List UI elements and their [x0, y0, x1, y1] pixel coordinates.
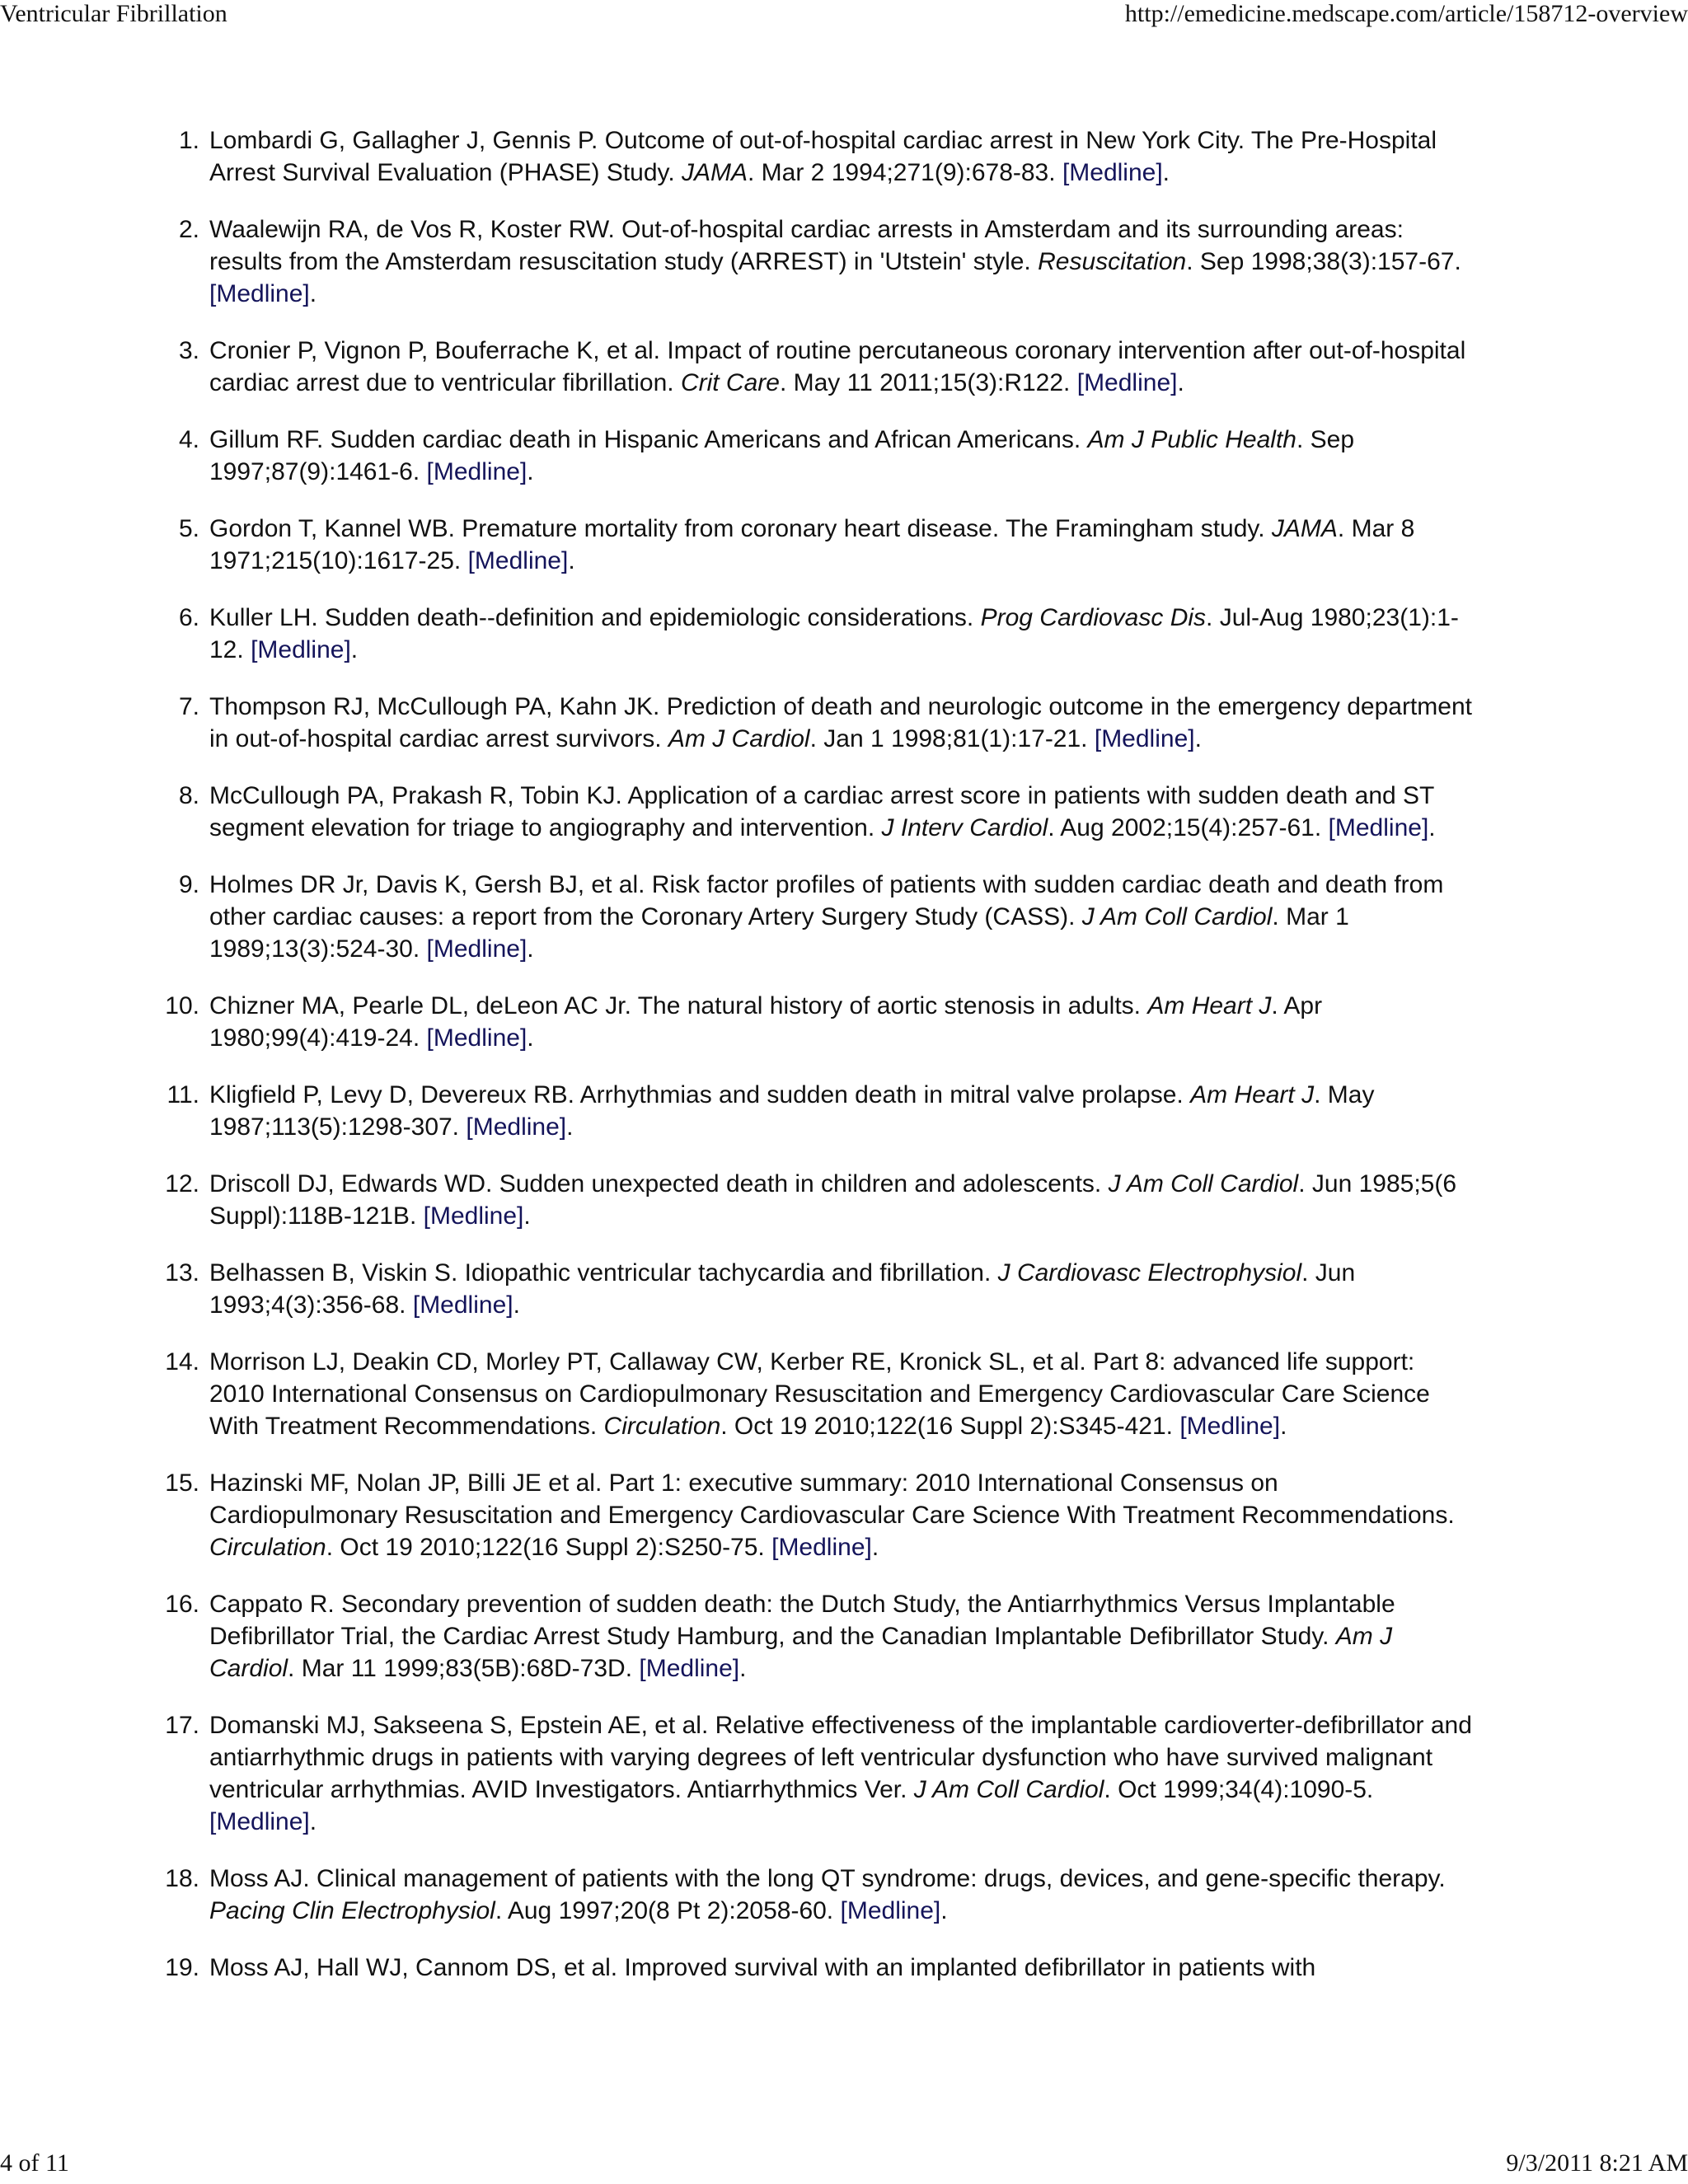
medline-link[interactable]: [Medline] [426, 458, 528, 485]
reference-number: 6. [178, 604, 199, 631]
medline-link[interactable]: [Medline] [426, 1024, 528, 1052]
reference-item: 8. McCullough PA, Prakash R, Tobin KJ. Application of a cardiac arrest score in patients with sudden death and ST segment elevation for triage to angiography and intervention. J Interv Cardiol. Aug 2002;15(4):257-61. [Medline]. [153, 780, 1472, 844]
medline-link[interactable]: [Medline] [466, 1113, 567, 1141]
medline-link[interactable]: [Medline] [840, 1897, 941, 1924]
reference-journal: J Interv Cardiol [881, 814, 1048, 841]
reference-citation: Kligfield P, Levy D, Devereux RB. Arrhythmias and sudden death in mitral valve prolapse. [209, 1081, 1184, 1108]
medline-link[interactable]: [Medline] [426, 935, 528, 963]
reference-citation: Thompson RJ, McCullough PA, Kahn JK. Prediction of death and neurologic outcome in the emergency department in out-of-hospital cardiac arrest survivors. [209, 693, 1472, 752]
medline-link[interactable]: [Medline] [771, 1534, 872, 1561]
reference-number: 9. [178, 871, 199, 898]
medline-link[interactable]: [Medline] [1179, 1413, 1281, 1440]
reference-number: 8. [178, 782, 199, 809]
reference-volume: . Oct 19 2010;122(16 Suppl 2):S250-75. [326, 1534, 765, 1561]
reference-volume: . Aug 2002;15(4):257-61. [1048, 814, 1322, 841]
reference-volume: . Mar 2 1994;271(9):678-83. [748, 159, 1056, 186]
reference-journal: J Am Coll Cardiol [1108, 1170, 1299, 1197]
medline-link[interactable]: [Medline] [1076, 369, 1178, 396]
reference-citation: Belhassen B, Viskin S. Idiopathic ventricular tachycardia and fibrillation. [209, 1259, 992, 1286]
reference-journal: JAMA [682, 159, 748, 186]
reference-citation: Cappato R. Secondary prevention of sudden death: the Dutch Study, the Antiarrhythmics Versus Implantable Defibrillator Trial, the Cardiac Arrest Study Hamburg, and the Canadian Implantable Defibrillator Study. [209, 1591, 1395, 1650]
reference-citation: Chizner MA, Pearle DL, deLeon AC Jr. The natural history of aortic stenosis in adults. [209, 992, 1142, 1019]
reference-item: 12. Driscoll DJ, Edwards WD. Sudden unexpected death in children and adolescents. J Am Coll Cardiol. Jun 1985;5(6 Suppl):118B-121B. [Medline]. [153, 1168, 1472, 1232]
reference-item: 9. Holmes DR Jr, Davis K, Gersh BJ, et al. Risk factor profiles of patients with sudden cardiac death and death from other cardiac causes: a report from the Coronary Artery Surgery Study (CASS). J Am Coll Cardiol. Mar 1 1989;13(3):524-30. [Medline]. [153, 869, 1472, 965]
reference-citation: Morrison LJ, Deakin CD, Morley PT, Callaway CW, Kerber RE, Kronick SL, et al. Part 8: advanced life support: 2010 International Consensus on Cardiopulmonary Resuscitation and Emergency Cardiovascular Care Science With Treatment Recommendations. [209, 1348, 1430, 1440]
page-header-url[interactable]: http://emedicine.medscape.com/article/158712-overview [1124, 0, 1688, 27]
reference-item: 18. Moss AJ. Clinical management of patients with the long QT syndrome: drugs, devices, and gene-specific therapy. Pacing Clin Electrophysiol. Aug 1997;20(8 Pt 2):2058-60. [Medline]. [153, 1863, 1472, 1927]
reference-journal: Crit Care [680, 369, 780, 396]
reference-item: 3. Cronier P, Vignon P, Bouferrache K, et al. Impact of routine percutaneous coronary intervention after out-of-hospital cardiac arrest due to ventricular fibrillation. Crit Care. May 11 2011;15(3):R122. [Medline]. [153, 335, 1472, 399]
reference-journal: J Cardiovasc Electrophysiol [997, 1259, 1302, 1286]
medline-link[interactable]: [Medline] [209, 280, 310, 307]
reference-citation: Kuller LH. Sudden death--definition and epidemiologic considerations. [209, 604, 974, 631]
reference-number: 14. [165, 1348, 199, 1376]
reference-journal: Circulation [603, 1413, 721, 1440]
reference-volume: . Jul-Aug 1980;23(1):1-12. [209, 604, 1459, 663]
reference-volume: . Jun 1985;5(6 Suppl):118B-121B. [209, 1170, 1457, 1230]
reference-citation: Gillum RF. Sudden cardiac death in Hispanic Americans and African Americans. [209, 426, 1081, 453]
medline-link[interactable]: [Medline] [1062, 159, 1163, 186]
medline-link[interactable]: [Medline] [1328, 814, 1429, 841]
reference-number: 16. [165, 1591, 199, 1618]
reference-citation: Moss AJ, Hall WJ, Cannom DS, et al. Improved survival with an implanted defibrillator in patients with [209, 1954, 1316, 1981]
reference-list [153, 124, 1472, 2008]
reference-citation: Hazinski MF, Nolan JP, Billi JE et al. Part 1: executive summary: 2010 International Consensus on Cardiopulmonary Resuscitation and Emergency Cardiovascular Care Science With Treatment Recommendations. [209, 1469, 1455, 1529]
reference-number: 10. [165, 992, 199, 1019]
reference-item: 1. Lombardi G, Gallagher J, Gennis P. Outcome of out-of-hospital cardiac arrest in New York City. The Pre-Hospital Arrest Survival Evaluation (PHASE) Study. JAMA. Mar 2 1994;271(9):678-83. [Medline]. [153, 124, 1472, 189]
reference-item: 16. Cappato R. Secondary prevention of sudden death: the Dutch Study, the Antiarrhythmics Versus Implantable Defibrillator Trial, the Cardiac Arrest Study Hamburg, and the Canadian Implantable Defibrillator Study. Am J Cardiol. Mar 11 1999;83(5B):68D-73D. [Medline]. [153, 1588, 1472, 1685]
reference-volume: . Apr 1980;99(4):419-24. [209, 992, 1323, 1052]
reference-volume: . Jan 1 1998;81(1):17-21. [809, 725, 1088, 752]
reference-item: 5. Gordon T, Kannel WB. Premature mortality from coronary heart disease. The Framingham study. JAMA. Mar 8 1971;215(10):1617-25. [Medline]. [153, 513, 1472, 577]
reference-volume: . Aug 1997;20(8 Pt 2):2058-60. [495, 1897, 834, 1924]
reference-item: 14. Morrison LJ, Deakin CD, Morley PT, Callaway CW, Kerber RE, Kronick SL, et al. Part 8: advanced life support: 2010 International Consensus on Cardiopulmonary Resuscitation and Emergency Cardiovascular Care Science With Treatment Recommendations. Circulation. Oct 19 2010;122(16 Suppl 2):S345-421. [Medline]. [153, 1346, 1472, 1442]
reference-item: 6. Kuller LH. Sudden death--definition and epidemiologic considerations. Prog Cardiovasc Dis. Jul-Aug 1980;23(1):1-12. [Medline]. [153, 602, 1472, 666]
reference-volume: . May 1987;113(5):1298-307. [209, 1081, 1375, 1141]
reference-number: 1. [178, 127, 199, 154]
medline-link[interactable]: [Medline] [209, 1808, 310, 1835]
reference-citation: Cronier P, Vignon P, Bouferrache K, et al. Impact of routine percutaneous coronary intervention after out-of-hospital cardiac arrest due to ventricular fibrillation. [209, 337, 1466, 396]
reference-item: 15. Hazinski MF, Nolan JP, Billi JE et al. Part 1: executive summary: 2010 International Consensus on Cardiopulmonary Resuscitation and Emergency Cardiovascular Care Science With Treatment Recommendations. Circulation. Oct 19 2010;122(16 Suppl 2):S250-75. [Medline]. [153, 1467, 1472, 1563]
reference-journal: Prog Cardiovasc Dis [980, 604, 1207, 631]
reference-journal: J Am Coll Cardiol [1081, 903, 1273, 930]
reference-item: 2. Waalewijn RA, de Vos R, Koster RW. Out-of-hospital cardiac arrests in Amsterdam and its surrounding areas: results from the Amsterdam resuscitation study (ARREST) in 'Utstein' style. Resuscitation. Sep 1998;38(3):157-67. [Medline]. [153, 213, 1472, 310]
reference-volume: . Mar 8 1971;215(10):1617-25. [209, 515, 1415, 574]
reference-number: 13. [165, 1259, 199, 1286]
print-datetime: 9/3/2011 8:21 AM [1506, 2149, 1688, 2177]
reference-journal: Pacing Clin Electrophysiol [209, 1897, 495, 1924]
reference-citation: Gordon T, Kannel WB. Premature mortality from coronary heart disease. The Framingham study. [209, 515, 1265, 542]
reference-number: 2. [178, 216, 199, 243]
reference-number: 11. [166, 1081, 199, 1108]
reference-volume: . May 11 2011;15(3):R122. [779, 369, 1071, 396]
reference-item: 11. Kligfield P, Levy D, Devereux RB. Arrhythmias and sudden death in mitral valve prolapse. Am Heart J. May 1987;113(5):1298-307. [Medline]. [153, 1079, 1472, 1143]
reference-item: 10. Chizner MA, Pearle DL, deLeon AC Jr. The natural history of aortic stenosis in adults. Am Heart J. Apr 1980;99(4):419-24. [Medline]. [153, 990, 1472, 1054]
reference-journal: Am J Cardiol [668, 725, 810, 752]
reference-number: 15. [165, 1469, 199, 1497]
reference-volume: . Oct 1999;34(4):1090-5. [1104, 1776, 1374, 1803]
reference-volume: . Mar 11 1999;83(5B):68D-73D. [288, 1655, 633, 1682]
reference-journal: Am J Cardiol [209, 1623, 1393, 1682]
reference-number: 17. [165, 1712, 199, 1739]
medline-link[interactable]: [Medline] [1094, 725, 1195, 752]
page-number: 4 of 11 [0, 2149, 69, 2177]
reference-item: 4. Gillum RF. Sudden cardiac death in Hispanic Americans and African Americans. Am J Public Health. Sep 1997;87(9):1461-6. [Medline]. [153, 424, 1472, 488]
reference-item: 7. Thompson RJ, McCullough PA, Kahn JK. Prediction of death and neurologic outcome in the emergency department in out-of-hospital cardiac arrest survivors. Am J Cardiol. Jan 1 1998;81(1):17-21. [Medline]. [153, 691, 1472, 755]
reference-citation: Lombardi G, Gallagher J, Gennis P. Outcome of out-of-hospital cardiac arrest in New York City. The Pre-Hospital Arrest Survival Evaluation (PHASE) Study. [209, 127, 1437, 186]
medline-link[interactable]: [Medline] [423, 1202, 524, 1230]
reference-citation: Moss AJ. Clinical management of patients with the long QT syndrome: drugs, devices, and gene-specific therapy. [209, 1865, 1446, 1892]
reference-volume: . Jun 1993;4(3):356-68. [209, 1259, 1356, 1319]
reference-volume: . Sep 1998;38(3):157-67. [1186, 248, 1461, 275]
reference-citation: Domanski MJ, Sakseena S, Epstein AE, et al. Relative effectiveness of the implantable cardioverter-defibrillator and antiarrhythmic drugs in patients with varying degrees of left ventricular dysfunction who have survived malignant ventricular arrhythmias. AVID Investigators. Antiarrhythmics Ver. [209, 1712, 1472, 1803]
medline-link[interactable]: [Medline] [251, 636, 351, 663]
reference-number: 19. [165, 1954, 199, 1981]
medline-link[interactable]: [Medline] [467, 547, 569, 574]
reference-number: 12. [165, 1170, 199, 1197]
reference-journal: Circulation [209, 1534, 326, 1561]
reference-citation: Holmes DR Jr, Davis K, Gersh BJ, et al. Risk factor profiles of patients with sudden cardiac death and death from other cardiac causes: a report from the Coronary Artery Surgery Study (CASS). [209, 871, 1444, 930]
reference-volume: . Mar 1 1989;13(3):524-30. [209, 903, 1349, 963]
reference-number: 4. [178, 426, 199, 453]
reference-citation: McCullough PA, Prakash R, Tobin KJ. Application of a cardiac arrest score in patients with sudden death and ST segment elevation for triage to angiography and intervention. [209, 782, 1434, 841]
reference-citation: Waalewijn RA, de Vos R, Koster RW. Out-of-hospital cardiac arrests in Amsterdam and its surrounding areas: results from the Amsterdam resuscitation study (ARREST) in 'Utstein' style. [209, 216, 1404, 275]
reference-number: 7. [178, 693, 199, 720]
reference-item: 17. Domanski MJ, Sakseena S, Epstein AE, et al. Relative effectiveness of the implantable cardioverter-defibrillator and antiarrhythmic drugs in patients with varying degrees of left ventricular dysfunction who have survived malignant ventricular arrhythmias. AVID Investigators. Antiarrhythmics Ver. J Am Coll Cardiol. Oct 1999;34(4):1090-5. [Medline]. [153, 1709, 1472, 1838]
reference-number: 5. [178, 515, 199, 542]
reference-volume: . Oct 19 2010;122(16 Suppl 2):S345-421. [720, 1413, 1173, 1440]
reference-journal: JAMA [1271, 515, 1338, 542]
reference-item: 13. Belhassen B, Viskin S. Idiopathic ventricular tachycardia and fibrillation. J Cardiovasc Electrophysiol. Jun 1993;4(3):356-68. [Medline]. [153, 1257, 1472, 1321]
reference-volume: . Sep 1997;87(9):1461-6. [209, 426, 1355, 485]
reference-item [153, 1952, 1472, 1984]
reference-citation: Driscoll DJ, Edwards WD. Sudden unexpected death in children and adolescents. [209, 1170, 1102, 1197]
reference-number: 18. [165, 1865, 199, 1892]
reference-journal: J Am Coll Cardiol [913, 1776, 1104, 1803]
medline-link[interactable]: [Medline] [639, 1655, 740, 1682]
page-header-title: Ventricular Fibrillation [0, 0, 227, 27]
reference-journal: Resuscitation [1038, 248, 1187, 275]
reference-journal: Am Heart J [1147, 992, 1272, 1019]
reference-number: 3. [178, 337, 199, 364]
reference-journal: Am Heart J [1190, 1081, 1315, 1108]
medline-link[interactable]: [Medline] [412, 1291, 513, 1319]
reference-journal: Am J Public Health [1087, 426, 1296, 453]
